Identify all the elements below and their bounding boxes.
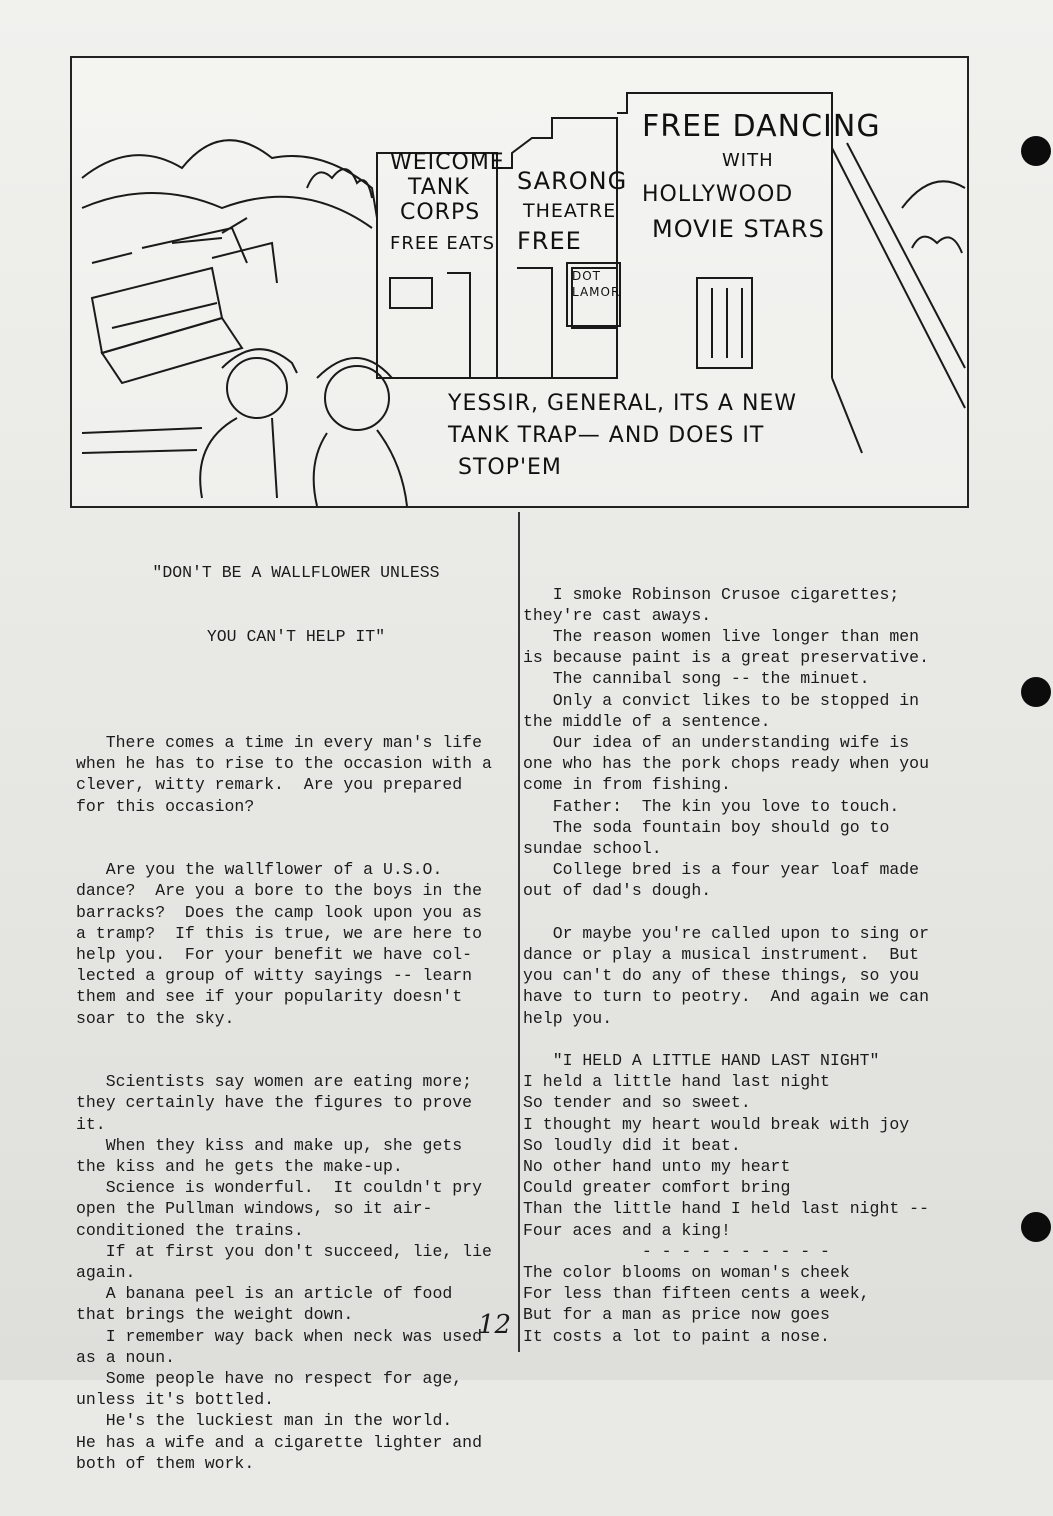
- welcome-sign-line-3: CORPS: [400, 200, 481, 225]
- text-line: Only a convict likes to be stopped in: [523, 690, 920, 710]
- text-line: [523, 1029, 963, 1050]
- text-line: For less than fifteen cents a week,: [523, 1284, 870, 1304]
- text-line: College bred is a four year loaf made: [523, 860, 920, 880]
- dot-lamour-sign: [572, 268, 620, 300]
- text-line: Some people have no respect for age,: [76, 1369, 463, 1389]
- text-line: the middle of a sentence.: [523, 711, 771, 731]
- text-line: [76, 817, 516, 838]
- welcome-sign-line-4: FREE EATS: [390, 233, 496, 254]
- caption-line-3: STOP'EM: [458, 455, 562, 480]
- text-line: out of dad's dough.: [523, 881, 712, 901]
- text-line: they're cast aways.: [523, 605, 712, 625]
- text-line: unless it's bottled.: [76, 1390, 275, 1410]
- dancing-sign-line-3: HOLLYWOOD: [642, 182, 794, 207]
- caption-line-1: YESSIR, GENERAL, ITS A NEW: [448, 391, 798, 416]
- text-line: it.: [76, 1114, 106, 1134]
- text-line: Our idea of an understanding wife is: [523, 733, 910, 753]
- text-line: It costs a lot to paint a nose.: [523, 1326, 830, 1346]
- text-line: you can't do any of these things, so you: [523, 966, 920, 986]
- text-line: A banana peel is an article of food: [76, 1284, 453, 1304]
- text-line: [523, 902, 963, 923]
- text-line: I remember way back when neck was used: [76, 1326, 482, 1346]
- cartoon-panel: [70, 56, 969, 508]
- text-line: When they kiss and make up, she gets: [76, 1135, 463, 1155]
- text-line: as a noun.: [76, 1347, 176, 1367]
- text-line: the kiss and he gets the make-up.: [76, 1157, 403, 1176]
- text-line: So loudly did it beat.: [523, 1135, 741, 1155]
- sarong-sign-line-1: SARONG: [517, 167, 628, 195]
- right-column-body: [523, 562, 963, 1346]
- dancing-sign: [642, 110, 881, 246]
- left-column: [76, 520, 516, 1516]
- text-line: [76, 690, 516, 711]
- text-line: There comes a time in every man's life: [76, 733, 482, 752]
- text-line: again.: [76, 1263, 136, 1283]
- dancing-sign-line-4: MOVIE STARS: [652, 215, 825, 243]
- column-divider: [518, 512, 520, 1352]
- text-line: dance or play a musical instrument. But: [523, 945, 920, 965]
- text-line: Are you the wallflower of a U.S.O.: [76, 860, 443, 880]
- text-line: lected a group of witty sayings -- learn: [76, 966, 473, 986]
- welcome-sign-line-1: WEICOME: [390, 150, 505, 175]
- punch-hole-top: [1021, 136, 1051, 166]
- text-line: a tramp? If this is true, we are here to: [76, 923, 482, 943]
- punch-hole-middle: [1021, 677, 1051, 707]
- dancing-sign-line-2: WITH: [722, 150, 774, 171]
- sarong-sign: [517, 166, 627, 256]
- text-line: The cannibal song -- the minuet.: [523, 669, 870, 689]
- text-line: them and see if your popularity doesn't: [76, 987, 463, 1007]
- text-line: No other hand unto my heart: [523, 1157, 791, 1177]
- text-line: Than the little hand I held last night --: [523, 1199, 929, 1219]
- text-line: help you. For your benefit we have col-: [76, 945, 473, 964]
- text-line: He has a wife and a cigarette lighter and: [76, 1432, 482, 1452]
- text-line: Could greater comfort bring: [523, 1178, 791, 1198]
- text-line: one who has the pork chops ready when you: [523, 754, 929, 774]
- text-line: [76, 1050, 516, 1071]
- text-line: The reason women live longer than men: [523, 627, 920, 646]
- text-line: soar to the sky.: [76, 1008, 235, 1028]
- text-line: when he has to rise to the occasion with a: [76, 754, 492, 774]
- text-line: for this occasion?: [76, 796, 255, 816]
- welcome-sign-line-2: TANK: [408, 175, 470, 200]
- text-line: But for a man as price now goes: [523, 1305, 830, 1325]
- dancing-sign-line-1: FREE DANCING: [642, 109, 881, 144]
- text-line: Father: The kin you love to touch.: [523, 796, 900, 816]
- text-line: So tender and so sweet.: [523, 1093, 751, 1113]
- text-line: sundae school.: [523, 839, 662, 859]
- text-line: [76, 838, 516, 859]
- left-column-body: [76, 690, 516, 1474]
- text-line: I thought my heart would break with joy: [523, 1114, 910, 1134]
- text-line: The color blooms on woman's cheek: [523, 1263, 850, 1283]
- caption-line-2: TANK TRAP— AND DOES IT: [448, 423, 765, 448]
- punch-hole-bottom: [1021, 1212, 1051, 1242]
- text-line: open the Pullman windows, so it air-: [76, 1199, 433, 1219]
- text-line: Science is wonderful. It couldn't pry: [76, 1178, 482, 1198]
- text-line: [76, 711, 516, 732]
- text-line: The soda fountain boy should go to: [523, 817, 890, 837]
- right-column: [523, 520, 963, 1389]
- text-line: "I HELD A LITTLE HAND LAST NIGHT": [523, 1051, 880, 1071]
- text-line: help you.: [523, 1008, 613, 1028]
- sarong-sign-line-2: THEATRE: [523, 200, 617, 222]
- text-line: come in from fishing.: [523, 775, 731, 795]
- text-line: I smoke Robinson Crusoe cigarettes;: [523, 584, 900, 604]
- text-line: Scientists say women are eating more;: [76, 1072, 473, 1092]
- text-line: that brings the weight down.: [76, 1305, 354, 1325]
- text-line: they certainly have the figures to prove: [76, 1093, 473, 1113]
- text-line: is because paint is a great preservative.: [523, 648, 929, 668]
- text-line: Four aces and a king!: [523, 1220, 731, 1240]
- article-title-line-1: "DON'T BE A WALLFLOWER UNLESS: [152, 563, 440, 583]
- text-line: Or maybe you're called upon to sing or: [523, 923, 929, 943]
- text-line: If at first you don't succeed, lie, lie: [76, 1241, 492, 1261]
- dot-lamour-line-1: DOT: [572, 269, 602, 283]
- text-line: He's the luckiest man in the world.: [76, 1411, 453, 1431]
- text-line: [76, 1029, 516, 1050]
- page-number: 12: [478, 1310, 512, 1340]
- text-line: have to turn to peotry. And again we can: [523, 987, 929, 1007]
- text-line: I held a little hand last night: [523, 1072, 830, 1092]
- text-line: dance? Are you a bore to the boys in the: [76, 881, 482, 901]
- text-line: [523, 562, 963, 583]
- article-title-line-2: YOU CAN'T HELP IT": [206, 627, 386, 647]
- welcome-sign: [390, 150, 505, 256]
- text-line: conditioned the trains.: [76, 1220, 304, 1240]
- text-line: clever, witty remark. Are you prepared: [76, 775, 463, 795]
- text-line: barracks? Does the camp look upon you as: [76, 902, 482, 922]
- sarong-sign-line-3: FREE: [517, 227, 582, 255]
- text-line: - - - - - - - - - -: [523, 1241, 830, 1261]
- text-line: both of them work.: [76, 1453, 255, 1473]
- dot-lamour-line-2: LAMOR: [572, 285, 621, 299]
- cartoon-caption: [448, 388, 797, 484]
